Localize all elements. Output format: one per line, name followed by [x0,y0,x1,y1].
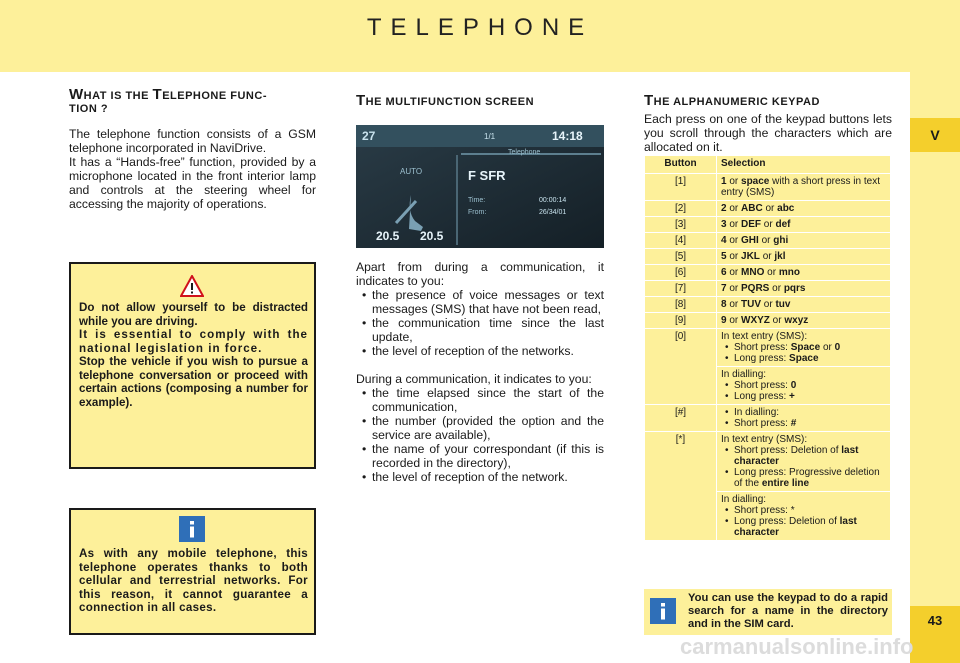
keypad-table [644,155,891,541]
screen-temp-left: 20.5 [376,229,400,243]
table-row [645,297,891,313]
selection-cell: In dialling: • Short press: * • Long press: Deletion of last character [717,492,891,541]
list-item: • Short press: Deletion of last character [721,445,886,467]
multifunction-screen-image [356,125,604,248]
warning-box [69,262,316,469]
list-item: • the level of reception of the network. [356,470,604,484]
info-icon [650,598,676,624]
button-cell: [3] [645,217,717,233]
screen-time-label: Time: [468,197,486,204]
screen-temp-right: 20.5 [420,229,444,243]
warning-line-2: It is essential to comply with the national legislation in force. [79,328,308,355]
button-cell: [8] [645,297,717,313]
table-header-row [645,156,891,174]
table-row [645,329,891,367]
screen-intro-2: During a communication, it indicates to you: [356,372,592,386]
list-item: • Short press: # [721,418,886,429]
watermark: carmanualsonline.info [680,634,914,659]
button-cell: [1] [645,174,717,201]
button-cell: [4] [645,233,717,249]
info-icon [179,516,205,542]
section-tab: V [910,118,960,152]
screen-time-value: 00:00:14 [539,197,567,204]
button-cell: [5] [645,249,717,265]
list-item: • the name of your correspondant (if this is recorded in the directory), [356,442,604,470]
table-row [645,249,891,265]
info-box [69,508,316,635]
button-cell: [9] [645,313,717,329]
table-row [645,174,891,201]
list-item: • Short press: 0 [721,380,886,391]
list-item: • the level of reception of the networks. [356,344,604,358]
screen-description [356,260,604,484]
page-title: TELEPHONE [366,14,594,41]
list-item: • Long press: + [721,391,886,402]
list-item: • the number (provided the option and the service are available), [356,414,604,442]
screen-clock: 14:18 [552,129,583,143]
screen-list-2 [356,386,604,484]
what-is-heading: WHAT IS THE TELEPHONE FUNC- TION ? [69,86,267,115]
button-cell: [#] [645,405,717,432]
list-item: • the time elapsed since the start of the communication, [356,386,604,414]
warning-line-3: Stop the vehicle if you wish to pursue a telephone conversation or proceed with certain actions (composing a number for example). [79,355,308,409]
screen-from-value: 26/34/01 [539,209,567,216]
list-item: • Long press: Deletion of last character [721,516,886,538]
selection-cell: In text entry (SMS): • Short press: Space or 0 • Long press: Space [717,329,891,367]
list-item: • In dialling: [721,407,886,418]
multifunction-heading: THE MULTIFUNCTION SCREEN [356,92,535,109]
selection-cell: 9 or WXYZ or wxyz [717,313,891,329]
screen-temp-top: 27 [362,129,376,143]
info-text: As with any mobile telephone, this telephone operates thanks to both cellular and terrestrial networks. For this reason, it cannot guarantee a connection in all cases. [79,547,308,614]
selection-cell: 1 or space with a short press in text entry (SMS) [717,174,891,201]
column-header-selection: Selection [717,156,891,174]
screen-operator: F SFR [468,168,506,183]
selection-cell: In dialling: • Short press: 0 • Long press: + [717,367,891,405]
intro-paragraph-1: The telephone function consists of a GSM telephone incorporated in NaviDrive. [69,127,316,155]
table-row [645,217,891,233]
list-item: • Short press: Space or 0 [721,342,886,353]
table-row [645,313,891,329]
selection-cell: 8 or TUV or tuv [717,297,891,313]
selection-cell: 4 or GHI or ghi [717,233,891,249]
table-row [645,432,891,492]
keypad-info-box [644,589,892,635]
button-cell: [6] [645,265,717,281]
list-item: • Long press: Space [721,353,886,364]
column-header-button: Button [645,156,717,174]
button-cell: [7] [645,281,717,297]
button-cell: [*] [645,432,717,541]
intro-paragraph-2: It has a “Hands-free” function, provided by a microphone located in the front interior lamp and controls at the steering wheel for accessing the majority of operations. [69,155,316,211]
screen-list-1 [356,288,604,358]
button-cell: [2] [645,201,717,217]
selection-cell: 5 or JKL or jkl [717,249,891,265]
selection-cell [717,405,891,432]
warning-line-1: Do not allow yourself to be distracted while you are driving. [79,301,308,328]
selection-cell: 3 or DEF or def [717,217,891,233]
table-row [645,233,891,249]
intro-text [69,127,316,211]
screen-intro-1: Apart from during a communication, it indicates to you: [356,260,604,288]
table-row [645,405,891,432]
warning-text [79,301,308,409]
button-cell: [0] [645,329,717,405]
screen-tab: Telephone [508,149,541,156]
warning-triangle-icon [180,275,204,297]
screen-from-label: From: [468,209,487,216]
table-row [645,281,891,297]
screen-page-indicator: 1/1 [484,132,496,141]
keypad-info-text: You can use the keypad to do a rapid search for a name in the directory and in the SIM card. [688,592,888,630]
screen-mode: AUTO [400,167,423,176]
selection-cell: 2 or ABC or abc [717,201,891,217]
keypad-intro: Each press on one of the keypad buttons lets you scroll through the characters which are allocated on it. [644,112,892,154]
page-number: 43 [910,606,960,663]
table-row [645,265,891,281]
list-item: • the presence of voice messages or text messages (SMS) that have not been read, [356,288,604,316]
table-row [645,201,891,217]
list-item: • the communication time since the last update, [356,316,604,344]
keypad-heading: THE ALPHANUMERIC KEYPAD [644,92,820,109]
list-item: • Short press: * [721,505,886,516]
selection-cell: 7 or PQRS or pqrs [717,281,891,297]
selection-cell: 6 or MNO or mno [717,265,891,281]
page-header [0,0,960,72]
side-margin [910,72,960,663]
selection-cell: In text entry (SMS): • Short press: Deletion of last character • Long press: Progressive deletion of the entire line [717,432,891,492]
list-item: • Long press: Progressive deletion of the entire line [721,467,886,489]
